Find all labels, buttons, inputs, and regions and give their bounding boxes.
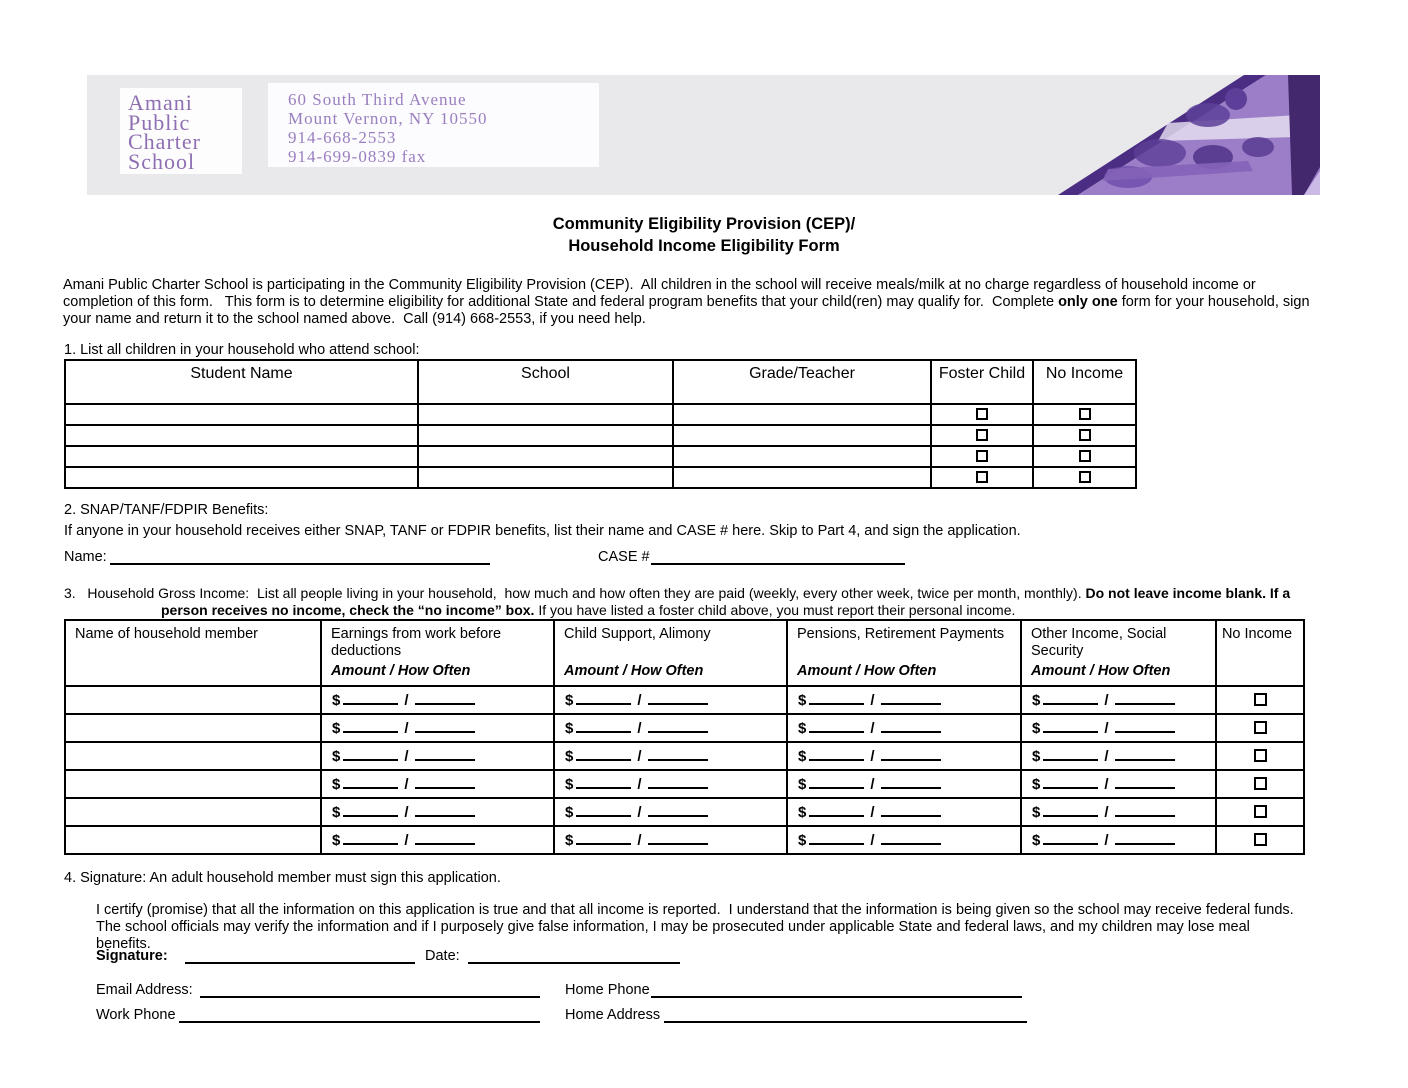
- students-table: [64, 359, 1137, 489]
- home-phone-blank-line[interactable]: [651, 982, 1022, 998]
- member-name-cell[interactable]: [65, 714, 321, 742]
- intro-text: form for your household, sign your name and return it to the school named above. Call (914) 668-2553, if you need help.: [63, 294, 1314, 327]
- no-income-checkbox[interactable]: [1079, 408, 1091, 420]
- address-line: 914-668-2553: [288, 128, 397, 147]
- dollar-sign: $: [565, 719, 574, 737]
- classroom-photo: [1048, 75, 1320, 195]
- col-other-income: [1021, 620, 1216, 686]
- dollar-sign: $: [332, 775, 341, 793]
- other-income-cell[interactable]: [1021, 798, 1216, 826]
- no-income-cell: [1216, 798, 1304, 826]
- no-income-cell: [1033, 467, 1136, 488]
- earnings-cell[interactable]: [321, 798, 554, 826]
- student-name-cell[interactable]: [65, 404, 418, 425]
- amount-blank[interactable]: [343, 748, 398, 761]
- grade-teacher-cell[interactable]: [673, 404, 931, 425]
- amount-blank[interactable]: [1043, 692, 1098, 705]
- how-often-blank[interactable]: [648, 692, 708, 705]
- earnings-cell[interactable]: [321, 742, 554, 770]
- amount-blank[interactable]: [576, 748, 631, 761]
- other-income-cell[interactable]: [1021, 826, 1216, 854]
- amount-blank[interactable]: [1043, 804, 1098, 817]
- home-address-blank-line[interactable]: [664, 1007, 1027, 1023]
- slash-separator: /: [637, 775, 642, 793]
- other-income-cell[interactable]: [1021, 686, 1216, 714]
- pensions-cell[interactable]: [787, 742, 1021, 770]
- member-name-cell[interactable]: [65, 798, 321, 826]
- col-school: School: [418, 360, 673, 404]
- amount-blank[interactable]: [809, 748, 864, 761]
- how-often-blank[interactable]: [881, 776, 941, 789]
- amount-blank[interactable]: [343, 692, 398, 705]
- work-phone-blank-line[interactable]: [179, 1007, 540, 1023]
- letterhead: [87, 75, 1320, 195]
- foster-child-checkbox[interactable]: [976, 408, 988, 420]
- amount-blank[interactable]: [343, 776, 398, 789]
- dollar-sign: $: [798, 803, 807, 821]
- slash-separator: /: [870, 719, 875, 737]
- how-often-blank[interactable]: [1115, 832, 1175, 845]
- member-name-cell[interactable]: [65, 770, 321, 798]
- pensions-cell[interactable]: [787, 770, 1021, 798]
- how-often-blank[interactable]: [415, 804, 475, 817]
- slash-separator: /: [870, 803, 875, 821]
- case-label: CASE #: [598, 549, 650, 565]
- slash-separator: /: [404, 803, 409, 821]
- member-name-cell[interactable]: [65, 742, 321, 770]
- student-row: [65, 467, 1136, 488]
- member-name-cell[interactable]: [65, 686, 321, 714]
- slash-separator: /: [637, 691, 642, 709]
- amount-blank[interactable]: [1043, 832, 1098, 845]
- income-col-subtitle: Amount / How Often: [564, 663, 704, 679]
- slash-separator: /: [870, 747, 875, 765]
- amount-blank[interactable]: [576, 776, 631, 789]
- amount-blank[interactable]: [809, 804, 864, 817]
- dollar-sign: $: [798, 775, 807, 793]
- amount-blank[interactable]: [343, 832, 398, 845]
- how-often-blank[interactable]: [415, 776, 475, 789]
- slash-separator: /: [404, 747, 409, 765]
- student-row: [65, 446, 1136, 467]
- dollar-sign: $: [798, 719, 807, 737]
- amount-blank[interactable]: [809, 832, 864, 845]
- section3-line2-bold: person receives no income, check the “no income” box.: [161, 601, 535, 618]
- dollar-sign: $: [332, 691, 341, 709]
- slash-separator: /: [404, 775, 409, 793]
- pensions-cell[interactable]: [787, 798, 1021, 826]
- workphone-homeaddress-row: [0, 1007, 1408, 1027]
- dollar-sign: $: [1032, 691, 1041, 709]
- col-no-income: No Income: [1033, 360, 1136, 404]
- how-often-blank[interactable]: [1115, 692, 1175, 705]
- student-name-cell[interactable]: [65, 425, 418, 446]
- logo-line: Amani: [128, 90, 193, 115]
- address-line: 914-699-0839 fax: [288, 147, 427, 166]
- income-row: [65, 686, 1304, 714]
- child-support-cell[interactable]: [554, 686, 787, 714]
- dollar-sign: $: [1032, 803, 1041, 821]
- certification-statement: I certify (promise) that all the information on this application is true and that all income is reported. I understand that the information is being given so the school may receive federal funds. The school officials may verify the information and if I purposely give false information, I may be prosecuted under applicable State and federal laws, and my children may lose meal benefits.: [96, 902, 1302, 952]
- foster-child-checkbox[interactable]: [976, 471, 988, 483]
- no-income-cell: [1216, 742, 1304, 770]
- slash-separator: /: [1104, 747, 1109, 765]
- earnings-cell[interactable]: [321, 686, 554, 714]
- slash-separator: /: [1104, 831, 1109, 849]
- name-label: Name:: [64, 549, 107, 565]
- how-often-blank[interactable]: [648, 748, 708, 761]
- how-often-blank[interactable]: [648, 720, 708, 733]
- no-income-checkbox[interactable]: [1254, 749, 1267, 762]
- school-cell[interactable]: [418, 404, 673, 425]
- dollar-sign: $: [798, 831, 807, 849]
- grade-teacher-cell[interactable]: [673, 425, 931, 446]
- member-name-cell[interactable]: [65, 826, 321, 854]
- amount-blank[interactable]: [1043, 748, 1098, 761]
- amount-blank[interactable]: [576, 832, 631, 845]
- dollar-sign: $: [1032, 719, 1041, 737]
- email-homephone-row: [0, 982, 1408, 1002]
- income-table: [64, 619, 1305, 855]
- signature-blank-line[interactable]: [185, 948, 415, 964]
- child-support-cell[interactable]: [554, 798, 787, 826]
- how-often-blank[interactable]: [648, 776, 708, 789]
- child-support-cell[interactable]: [554, 826, 787, 854]
- income-col-title: Name of household member: [75, 626, 258, 642]
- slash-separator: /: [404, 719, 409, 737]
- email-label: Email Address:: [96, 982, 193, 998]
- dollar-sign: $: [565, 775, 574, 793]
- income-header-row: [65, 620, 1304, 686]
- slash-separator: /: [404, 691, 409, 709]
- date-label: Date:: [425, 948, 460, 964]
- foster-child-checkbox[interactable]: [976, 429, 988, 441]
- col-student-name: Student Name: [65, 360, 418, 404]
- how-often-blank[interactable]: [648, 804, 708, 817]
- earnings-cell[interactable]: [321, 826, 554, 854]
- work-phone-label: Work Phone: [96, 1007, 176, 1023]
- home-address-label: Home Address: [565, 1007, 661, 1023]
- no-income-cell: [1216, 826, 1304, 854]
- slash-separator: /: [1104, 719, 1109, 737]
- home-phone-label: Home Phone: [565, 982, 650, 998]
- name-case-row: [0, 549, 1408, 569]
- how-often-blank[interactable]: [881, 832, 941, 845]
- school-address: [268, 83, 599, 167]
- amount-blank[interactable]: [576, 804, 631, 817]
- students-header-row: [65, 360, 1136, 404]
- no-income-checkbox[interactable]: [1079, 471, 1091, 483]
- income-row: [65, 742, 1304, 770]
- slash-separator: /: [637, 747, 642, 765]
- pensions-cell[interactable]: [787, 714, 1021, 742]
- amount-blank[interactable]: [1043, 776, 1098, 789]
- no-income-checkbox[interactable]: [1079, 429, 1091, 441]
- income-col-title: Other Income, Social Security: [1031, 626, 1167, 659]
- how-often-blank[interactable]: [881, 748, 941, 761]
- dollar-sign: $: [565, 831, 574, 849]
- no-income-checkbox[interactable]: [1254, 777, 1267, 790]
- how-often-blank[interactable]: [1115, 804, 1175, 817]
- dollar-sign: $: [565, 803, 574, 821]
- section3-line1-bold: Do not leave income blank. If a: [1085, 585, 1291, 601]
- grade-teacher-cell[interactable]: [673, 446, 931, 467]
- slash-separator: /: [870, 831, 875, 849]
- dollar-sign: $: [565, 691, 574, 709]
- section3-line1-text: 3. Household Gross Income: List all people living in your household, how much and how often they are paid (weekly, every other week, twice per month, monthly).: [64, 585, 1086, 601]
- earnings-cell[interactable]: [321, 770, 554, 798]
- how-often-blank[interactable]: [881, 804, 941, 817]
- amount-blank[interactable]: [809, 776, 864, 789]
- col-foster-child: Foster Child: [931, 360, 1033, 404]
- income-col-title: No Income: [1221, 626, 1293, 642]
- slash-separator: /: [1104, 691, 1109, 709]
- slash-separator: /: [637, 719, 642, 737]
- intro-bold-only-one: only one: [1058, 294, 1118, 310]
- student-row: [65, 425, 1136, 446]
- dollar-sign: $: [332, 747, 341, 765]
- child-support-cell[interactable]: [554, 714, 787, 742]
- col-no-income: [1216, 620, 1304, 686]
- school-logo: [120, 88, 242, 174]
- slash-separator: /: [637, 831, 642, 849]
- income-row: [65, 798, 1304, 826]
- how-often-blank[interactable]: [415, 832, 475, 845]
- income-row: [65, 826, 1304, 854]
- dollar-sign: $: [565, 747, 574, 765]
- pensions-cell[interactable]: [787, 826, 1021, 854]
- income-col-subtitle: Amount / How Often: [1031, 663, 1171, 679]
- no-income-checkbox[interactable]: [1079, 450, 1091, 462]
- case-blank-line[interactable]: [651, 549, 905, 565]
- dollar-sign: $: [798, 747, 807, 765]
- school-cell[interactable]: [418, 446, 673, 467]
- child-support-cell[interactable]: [554, 742, 787, 770]
- logo-line: Public: [128, 109, 191, 135]
- section1-label: 1. List all children in your household who attend school:: [64, 342, 420, 358]
- earnings-cell[interactable]: [321, 714, 554, 742]
- signature-label: Signature:: [96, 948, 168, 964]
- logo-line: Charter: [128, 129, 201, 154]
- no-income-cell: [1216, 686, 1304, 714]
- address-line: Mount Vernon, NY 10550: [288, 109, 488, 128]
- slash-separator: /: [1104, 803, 1109, 821]
- foster-child-cell: [931, 467, 1033, 488]
- pensions-cell[interactable]: [787, 686, 1021, 714]
- section2-heading: 2. SNAP/TANF/FDPIR Benefits:: [64, 502, 269, 518]
- slash-separator: /: [870, 691, 875, 709]
- slash-separator: /: [870, 775, 875, 793]
- section3-instructions: [64, 585, 1290, 618]
- student-name-cell[interactable]: [65, 467, 418, 488]
- grade-teacher-cell[interactable]: [673, 467, 931, 488]
- form-title: [0, 213, 1408, 257]
- amount-blank[interactable]: [343, 804, 398, 817]
- amount-blank[interactable]: [809, 692, 864, 705]
- section2-body: If anyone in your household receives either SNAP, TANF or FDPIR benefits, list their name and CASE # here. Skip to Part 4, and sign the application.: [64, 523, 1021, 539]
- how-often-blank[interactable]: [881, 692, 941, 705]
- signature-row: [0, 948, 1408, 968]
- no-income-cell: [1033, 446, 1136, 467]
- how-often-blank[interactable]: [415, 692, 475, 705]
- email-blank-line[interactable]: [200, 982, 540, 998]
- school-cell[interactable]: [418, 467, 673, 488]
- how-often-blank[interactable]: [1115, 748, 1175, 761]
- col-pensions: [787, 620, 1021, 686]
- other-income-cell[interactable]: [1021, 742, 1216, 770]
- no-income-checkbox[interactable]: [1254, 805, 1267, 818]
- no-income-checkbox[interactable]: [1254, 693, 1267, 706]
- intro-text: Amani Public Charter School is participating in the Community Eligibility Provision (CEP). All children in the school will receive meals/milk at no charge regardless of household income or completion of this form. This form is to determine eligibility for additional State and federal program benefits that your child(ren) may qualify for. Complete: [63, 277, 1260, 310]
- how-often-blank[interactable]: [415, 720, 475, 733]
- income-col-subtitle: Amount / How Often: [797, 663, 937, 679]
- col-child-support: [554, 620, 787, 686]
- form-title-line2: Household Income Eligibility Form: [568, 237, 840, 255]
- dollar-sign: $: [332, 831, 341, 849]
- no-income-cell: [1033, 425, 1136, 446]
- amount-blank[interactable]: [576, 692, 631, 705]
- address-line: 60 South Third Avenue: [288, 90, 467, 109]
- dollar-sign: $: [1032, 775, 1041, 793]
- no-income-checkbox[interactable]: [1254, 833, 1267, 846]
- no-income-cell: [1033, 404, 1136, 425]
- form-title-line1: Community Eligibility Provision (CEP)/: [552, 215, 856, 233]
- school-cell[interactable]: [418, 425, 673, 446]
- foster-child-cell: [931, 425, 1033, 446]
- other-income-cell[interactable]: [1021, 714, 1216, 742]
- slash-separator: /: [637, 803, 642, 821]
- col-earnings: [321, 620, 554, 686]
- income-col-subtitle: Amount / How Often: [331, 663, 471, 679]
- student-name-cell[interactable]: [65, 446, 418, 467]
- slash-separator: /: [1104, 775, 1109, 793]
- dollar-sign: $: [798, 691, 807, 709]
- intro-paragraph: [63, 277, 1329, 328]
- income-col-title: Pensions, Retirement Payments: [797, 626, 1005, 642]
- how-often-blank[interactable]: [415, 748, 475, 761]
- amount-blank[interactable]: [809, 720, 864, 733]
- slash-separator: /: [404, 831, 409, 849]
- income-row: [65, 770, 1304, 798]
- foster-child-checkbox[interactable]: [976, 450, 988, 462]
- section3-line2-text: If you have listed a foster child above, you must report their personal income.: [534, 601, 1016, 618]
- child-support-cell[interactable]: [554, 770, 787, 798]
- dollar-sign: $: [332, 719, 341, 737]
- amount-blank[interactable]: [576, 720, 631, 733]
- dollar-sign: $: [1032, 831, 1041, 849]
- income-col-title: Child Support, Alimony: [564, 626, 711, 642]
- logo-line: School: [128, 148, 196, 174]
- col-grade-teacher: Grade/Teacher: [673, 360, 931, 404]
- how-often-blank[interactable]: [881, 720, 941, 733]
- foster-child-cell: [931, 404, 1033, 425]
- amount-blank[interactable]: [343, 720, 398, 733]
- student-row: [65, 404, 1136, 425]
- income-row: [65, 714, 1304, 742]
- income-col-title: Earnings from work before deductions: [331, 626, 502, 659]
- no-income-cell: [1216, 714, 1304, 742]
- dollar-sign: $: [332, 803, 341, 821]
- other-income-cell[interactable]: [1021, 770, 1216, 798]
- date-blank-line[interactable]: [468, 948, 680, 964]
- how-often-blank[interactable]: [648, 832, 708, 845]
- how-often-blank[interactable]: [1115, 720, 1175, 733]
- col-household-member: [65, 620, 321, 686]
- dollar-sign: $: [1032, 747, 1041, 765]
- foster-child-cell: [931, 446, 1033, 467]
- amount-blank[interactable]: [1043, 720, 1098, 733]
- section4-heading: 4. Signature: An adult household member must sign this application.: [64, 870, 501, 886]
- no-income-checkbox[interactable]: [1254, 721, 1267, 734]
- how-often-blank[interactable]: [1115, 776, 1175, 789]
- no-income-cell: [1216, 770, 1304, 798]
- name-blank-line[interactable]: [110, 549, 490, 565]
